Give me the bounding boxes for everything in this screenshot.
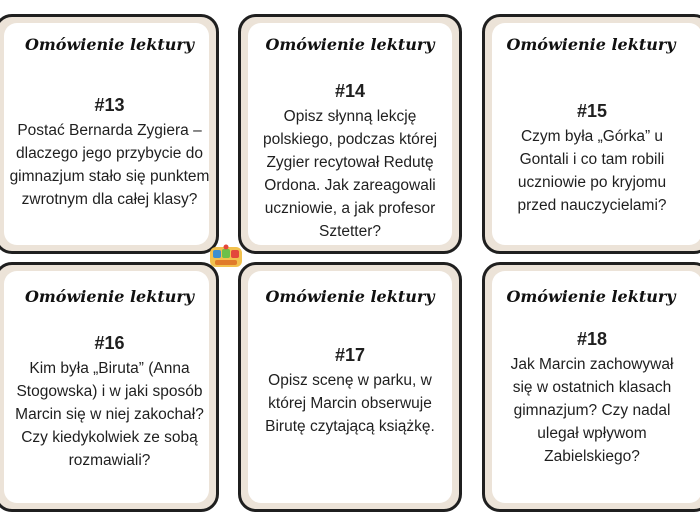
card-title: Omówienie lektury [265, 35, 435, 54]
card-18 [482, 262, 700, 512]
card-title: Omówienie lektury [506, 35, 676, 54]
card-body [249, 343, 451, 438]
card-body [9, 331, 210, 472]
card-title: Omówienie lektury [265, 287, 435, 306]
card-question: Opisz scenę w parku, w której Marcin obserwuje Birutę czytającą książkę. [265, 372, 435, 435]
card-15 [482, 14, 700, 254]
card-number: #17 [334, 345, 366, 365]
card-14 [238, 14, 462, 254]
card-number: #14 [334, 81, 366, 101]
card-number: #16 [94, 333, 125, 353]
card-number: #18 [576, 329, 608, 349]
card-question: Jak Marcin zachowywał się w ostatnich klasach gimnazjum? Czy nadal ulegał wpływom Zabielskiego? [510, 356, 674, 465]
card-body [501, 327, 683, 468]
card-body [9, 93, 210, 211]
card-16 [0, 262, 219, 512]
card-13 [0, 14, 219, 254]
card-number: #13 [94, 95, 125, 115]
card-body [501, 99, 683, 217]
card-17 [238, 262, 462, 512]
card-question: Czym była „Górka” u Gontali i co tam robili uczniowie po kryjomu przed nauczycielami? [517, 128, 667, 214]
card-question: Postać Bernarda Zygiera – dlaczego jego przybycie do gimnazjum stało się punktem zwrotnym dla całej klasy? [9, 122, 210, 208]
card-title: Omówienie lektury [24, 35, 195, 54]
card-number: #15 [576, 101, 608, 121]
card-title: Omówienie lektury [24, 287, 195, 306]
card-question: Kim była „Biruta” (Anna Stogowska) i w jaki sposób Marcin się w niej zakochał? Czy kiedykolwiek ze sobą rozmawiali? [15, 360, 204, 469]
school-logo-icon [209, 244, 243, 270]
card-question: Opisz słynną lekcję polskiego, podczas której Zygier recytował Redutę Ordona. Jak zareagowali uczniowie, a jak profesor Sztetter? [262, 108, 438, 240]
card-body [255, 79, 445, 243]
card-title: Omówienie lektury [506, 287, 676, 306]
